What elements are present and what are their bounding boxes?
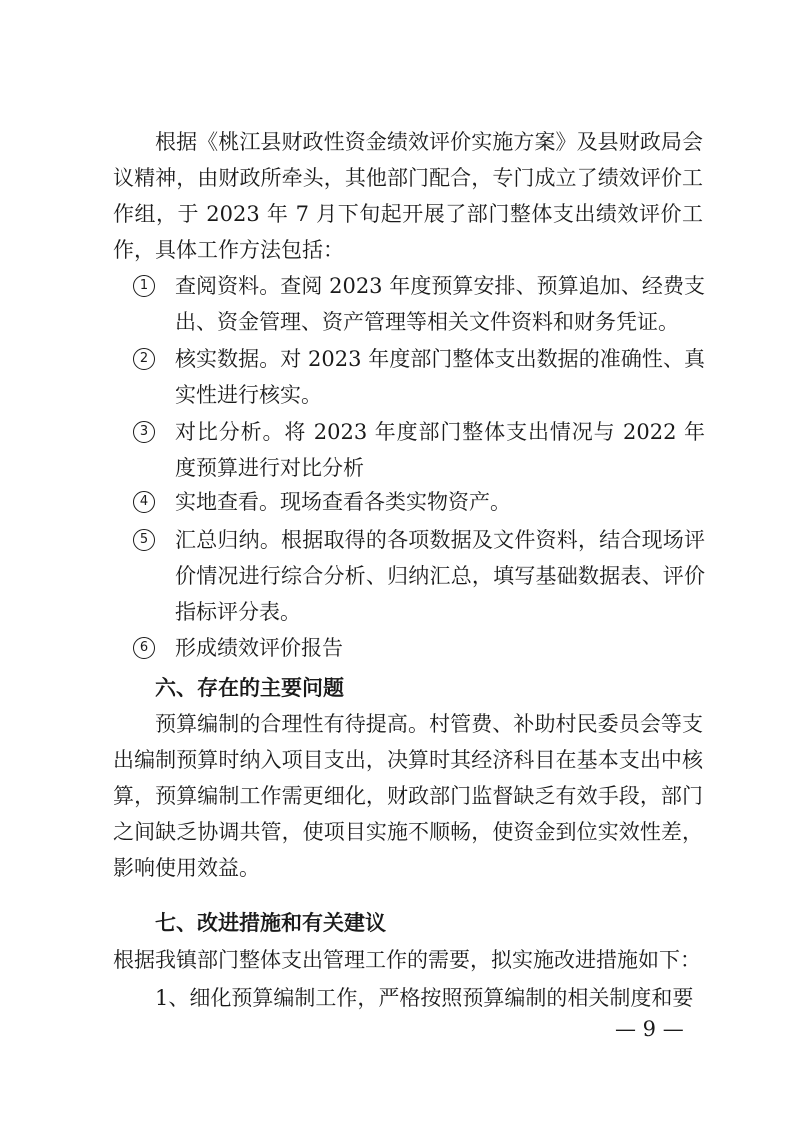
method-item-6 <box>133 630 705 666</box>
method-text-5: 汇总归纳。根据取得的各项数据及文件资料，结合现场评价情况进行综合分析、归纳汇总，填写基础数据表、评价指标评分表。 <box>175 528 705 624</box>
method-item-1 <box>133 268 705 340</box>
method-text-6: 形成绩效评价报告 <box>175 636 343 660</box>
circled-number-4: 4 <box>133 491 155 513</box>
section-6-body: 预算编制的合理性有待提高。村管费、补助村民委员会等支出编制预算时纳入项目支出，决算时其经济科目在基本支出中核算，预算编制工作需更细化，财政部门监督缺乏有效手段，部门之间缺乏协调共管，使项目实施不顺畅，使资金到位实效性差，影响使用效益。 <box>113 712 703 880</box>
method-text-1: 查阅资料。查阅 2023 年度预算安排、预算追加、经费支出、资金管理、资产管理等相关文件资料和财务凭证。 <box>175 274 705 334</box>
method-text-2: 核实数据。对 2023 年度部门整体支出数据的准确性、真实性进行核实。 <box>175 347 705 407</box>
section-7-intro: 根据我镇部门整体支出管理工作的需要，拟实施改进措施如下： <box>113 948 701 972</box>
method-item-2 <box>133 341 705 413</box>
intro-paragraph: 根据《桃江县财政性资金绩效评价实施方案》及县财政局会议精神，由财政所牵头，其他部门配合，专门成立了绩效评价工作组，于 2023 年 7 月下旬起开展了部门整体支出绩效评价工作，具体工作方法包括： <box>113 130 703 262</box>
circled-number-2: 2 <box>133 348 155 370</box>
section-6-heading: 六、存在的主要问题 <box>155 676 344 700</box>
circled-number-1: 1 <box>133 275 155 297</box>
method-text-4: 实地查看。现场查看各类实物资产。 <box>175 490 511 514</box>
page-number: — 9 — <box>615 1017 684 1041</box>
circled-number-5: 5 <box>133 529 155 551</box>
method-item-3 <box>133 414 705 486</box>
method-item-4 <box>133 484 705 520</box>
method-item-5 <box>133 522 705 630</box>
section-7-heading: 七、改进措施和有关建议 <box>155 911 386 935</box>
section-7-item-1: 1、细化预算编制工作，严格按照预算编制的相关制度和要 <box>155 986 694 1010</box>
method-text-3: 对比分析。将 2023 年度部门整体支出情况与 2022 年度预算进行对比分析 <box>175 420 705 480</box>
circled-number-3: 3 <box>133 421 155 443</box>
circled-number-6: 6 <box>133 637 155 659</box>
